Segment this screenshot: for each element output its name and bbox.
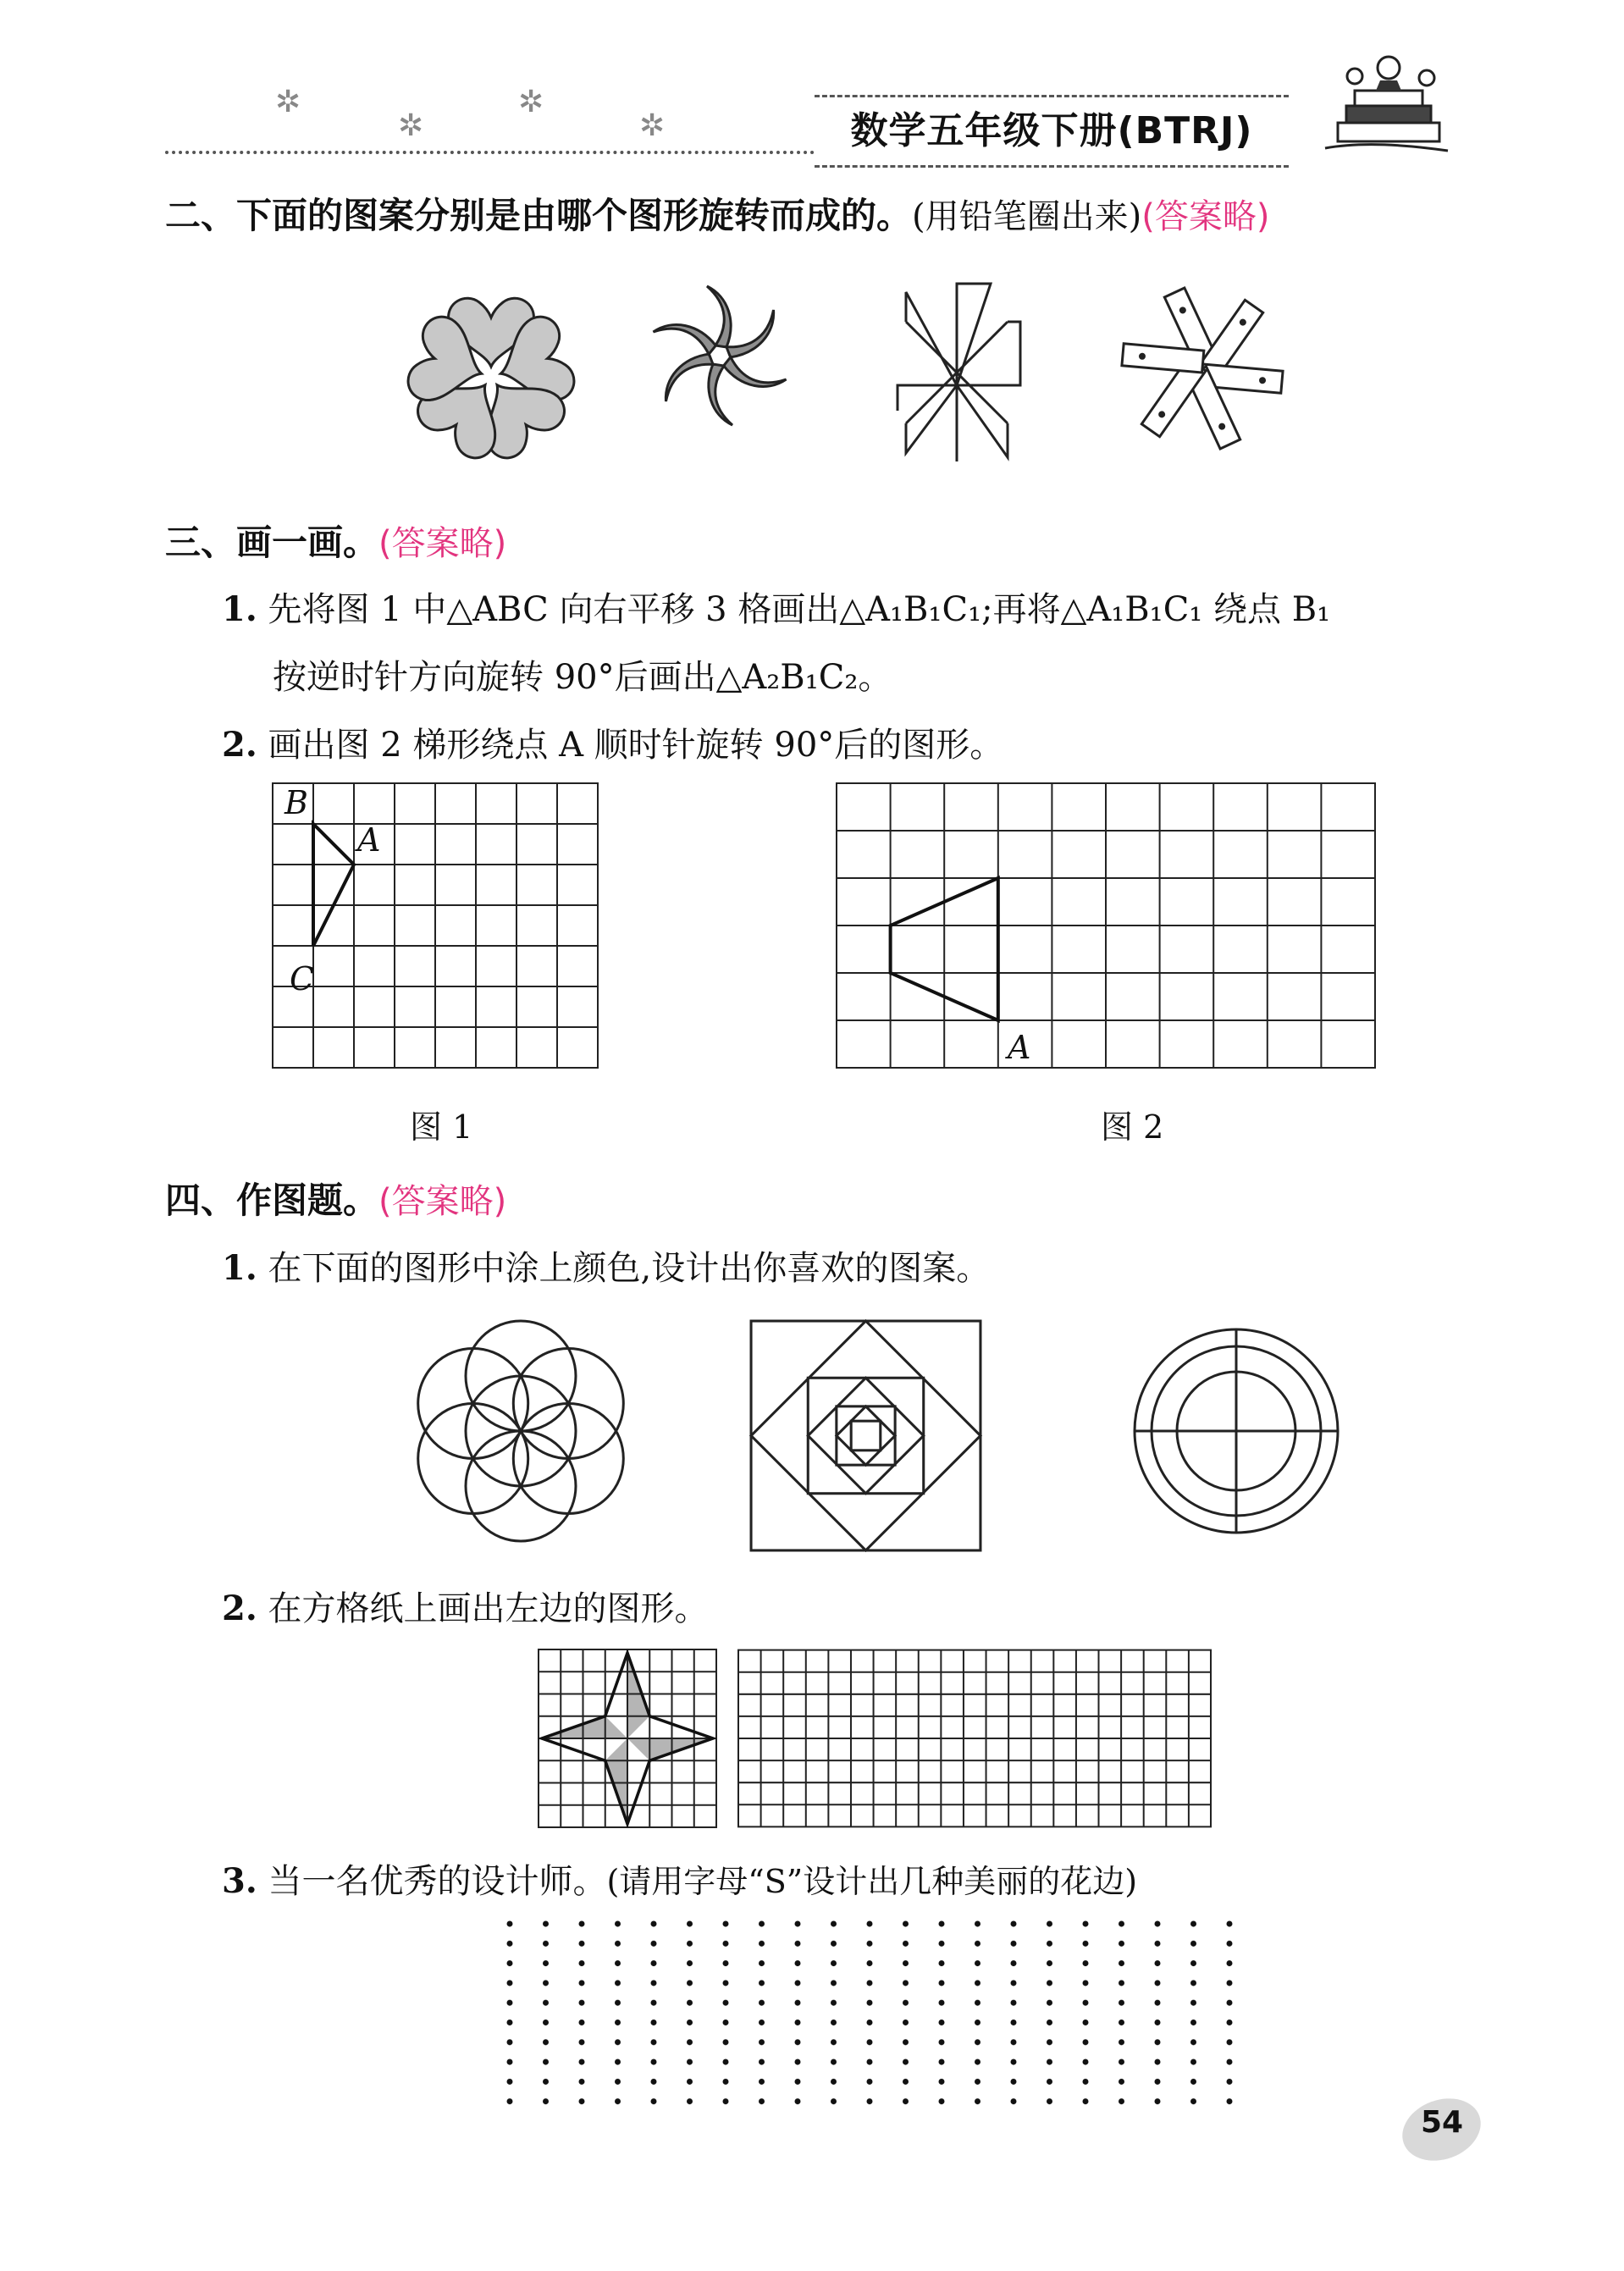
flower-icon: ✲ bbox=[398, 108, 424, 143]
section3-q2 bbox=[222, 718, 1003, 766]
section3-answer: (答案略) bbox=[378, 524, 507, 563]
section3-q1-line1 bbox=[222, 583, 1330, 631]
section4-q1 bbox=[222, 1241, 990, 1290]
header-rule bbox=[165, 151, 815, 154]
empty-grid bbox=[738, 1649, 1212, 1827]
section3-q1-line2: 按逆时针方向旋转 90°后画出△A₂B₁C₂。 bbox=[273, 658, 892, 697]
figure1-caption: 图 1 bbox=[410, 1108, 473, 1146]
section2-answer: (答案略) bbox=[1141, 197, 1270, 236]
label-A: A bbox=[357, 821, 381, 859]
rotated-bars-pattern bbox=[1118, 284, 1287, 453]
question-number: 2. bbox=[222, 725, 257, 765]
section4-heading-text: 四、作图题。 bbox=[165, 1180, 379, 1221]
section2-heading bbox=[165, 188, 1269, 239]
label-A: A bbox=[1008, 1029, 1031, 1066]
header-title: 数学五年级下册(BTRJ) bbox=[815, 95, 1289, 168]
section3-heading bbox=[165, 515, 506, 566]
books-illustration-icon bbox=[1321, 42, 1465, 161]
question-text: 当一名优秀的设计师。 bbox=[268, 1862, 607, 1901]
pinwheel-pattern bbox=[898, 284, 1025, 466]
section4-heading bbox=[165, 1173, 506, 1224]
heart-flower-pattern bbox=[389, 275, 593, 478]
question-note: (请用字母“S”设计出几种美丽的花边) bbox=[606, 1863, 1138, 1900]
question-text: 先将图 1 中△ABC 向右平移 3 格画出△A₁B₁C₁;再将△A₁B₁C₁ 绕点 B₁ bbox=[268, 590, 1331, 629]
figure2-grid bbox=[837, 783, 1378, 1071]
question-number: 3. bbox=[222, 1861, 257, 1901]
page-number: 54 bbox=[1420, 2105, 1464, 2140]
question-number: 1. bbox=[222, 589, 257, 629]
section2-note: (用铅笔圈出来) bbox=[912, 197, 1142, 236]
crescent-swirl-pattern bbox=[644, 279, 796, 432]
question-text: 在下面的图形中涂上颜色,设计出你喜欢的图案。 bbox=[268, 1249, 991, 1288]
flower-icon: ✲ bbox=[639, 108, 666, 143]
section3-heading-text: 三、画一画。 bbox=[165, 522, 379, 563]
section4-answer: (答案略) bbox=[378, 1182, 507, 1221]
dot-grid bbox=[506, 1920, 1238, 2107]
nested-squares-figure bbox=[749, 1319, 982, 1552]
label-C: C bbox=[290, 960, 315, 997]
figure1-grid bbox=[273, 783, 603, 1071]
section4-q2 bbox=[222, 1582, 708, 1630]
flower-icon: ✲ bbox=[518, 85, 544, 119]
question-text: 在方格纸上画出左边的图形。 bbox=[268, 1589, 709, 1628]
section2-heading-text: 二、下面的图案分别是由哪个图形旋转而成的。 bbox=[165, 195, 913, 236]
question-number: 2. bbox=[222, 1589, 257, 1628]
label-B: B bbox=[284, 784, 308, 821]
overlapping-circles-figure bbox=[406, 1317, 635, 1545]
section4-q3 bbox=[222, 1854, 1137, 1903]
flower-icon: ✲ bbox=[275, 85, 301, 119]
triangle-abc bbox=[313, 824, 354, 946]
star-grid-figure bbox=[539, 1649, 716, 1827]
concentric-circles-figure bbox=[1130, 1325, 1342, 1537]
question-text: 画出图 2 梯形绕点 A 顺时针旋转 90°后的图形。 bbox=[268, 726, 1004, 765]
figure2-caption: 图 2 bbox=[1101, 1108, 1164, 1146]
question-number: 1. bbox=[222, 1248, 257, 1288]
